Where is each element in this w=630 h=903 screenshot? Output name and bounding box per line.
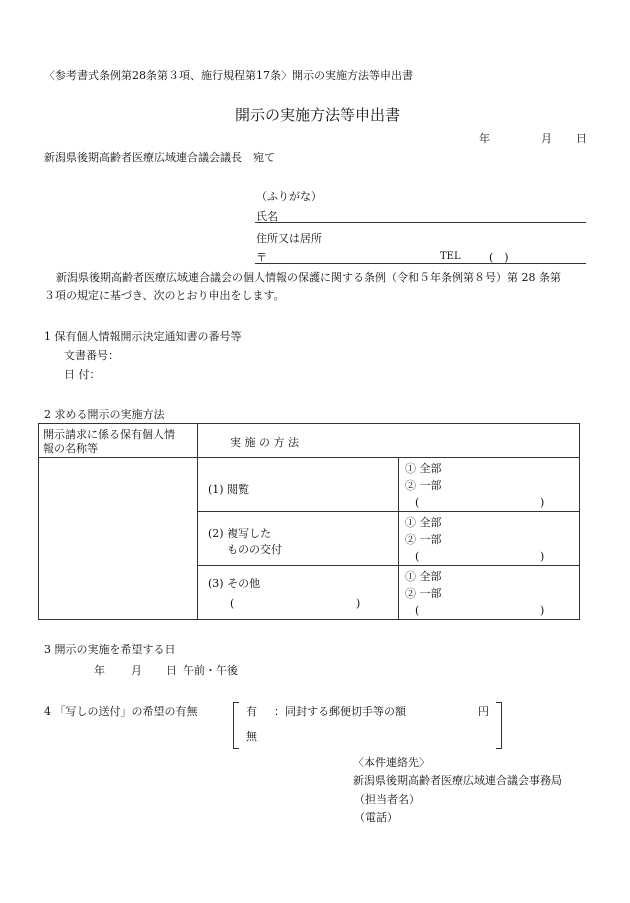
contact-person: （担当者名） bbox=[354, 793, 420, 806]
paren-open: ( bbox=[230, 597, 235, 610]
preferred-day: 日 bbox=[166, 664, 177, 677]
contact-office: 新潟県後期高齢者医療広域連合議会事務局 bbox=[353, 774, 562, 787]
page-title: 開示の実施方法等申出書 bbox=[235, 106, 401, 124]
option-yes[interactable]: 有 bbox=[246, 705, 257, 718]
section4-heading: 4 「写しの送付」の希望の有無 bbox=[44, 705, 198, 718]
table-header-method bbox=[198, 424, 580, 458]
am-pm-choice[interactable]: 午前・午後 bbox=[183, 664, 238, 677]
section3-heading: 3 開示の実施を希望する日 bbox=[44, 643, 176, 656]
option-all[interactable]: ① 全部 bbox=[405, 462, 442, 475]
header-text: 報の名称等 bbox=[43, 442, 98, 455]
paren-open: ( bbox=[415, 604, 420, 617]
bracket-right bbox=[496, 702, 502, 749]
name-label: 氏名 bbox=[256, 210, 278, 223]
section2-heading: 2 求める開示の実施方法 bbox=[44, 408, 165, 421]
disclosure-method-table bbox=[38, 423, 580, 620]
method-cell-copy bbox=[198, 512, 399, 566]
date-day: 日 bbox=[576, 132, 587, 145]
table-header-info-name bbox=[39, 424, 198, 458]
name-field-line[interactable] bbox=[255, 222, 586, 223]
yen-label: 円 bbox=[478, 705, 489, 718]
contact-heading: 〈本件連絡先〉 bbox=[353, 756, 430, 769]
options-cell bbox=[399, 458, 580, 512]
stamp-amount-label: ：同封する郵便切手等の額 bbox=[274, 705, 406, 718]
intro-line-2: ３項の規定に基づき、次のとおり申出をします。 bbox=[44, 289, 285, 302]
method-label: (1) 閲覧 bbox=[208, 483, 250, 496]
date-month: 月 bbox=[541, 132, 552, 145]
option-all[interactable]: ① 全部 bbox=[405, 570, 442, 583]
addressee: 新潟県後期高齢者医療広域連合議会議長 宛て bbox=[44, 151, 275, 164]
method-cell-view bbox=[198, 458, 399, 512]
tel-label: TEL bbox=[440, 251, 461, 262]
method-label: (3) その他 bbox=[208, 577, 261, 590]
bracket-left bbox=[233, 702, 239, 749]
option-partial[interactable]: ② 一部 bbox=[405, 533, 442, 546]
preferred-year: 年 bbox=[94, 664, 105, 677]
postal-mark: 〒 bbox=[256, 251, 267, 264]
header-note: 〈参考書式条例第28条第３項、施行規程第17条〉開示の実施方法等申出書 bbox=[44, 69, 413, 82]
method-label: (2) 複写した bbox=[208, 527, 272, 540]
furigana-label: （ふりがな） bbox=[256, 190, 322, 203]
doc-number-label: 文書番号： bbox=[64, 349, 119, 362]
options-cell bbox=[399, 566, 580, 620]
paren-close: ) bbox=[540, 550, 545, 563]
address-field-line[interactable] bbox=[255, 263, 586, 264]
paren-open: ( bbox=[415, 496, 420, 509]
table-row bbox=[39, 458, 580, 512]
method-label: ものの交付 bbox=[227, 543, 282, 556]
paren-close: ) bbox=[356, 597, 361, 610]
option-all[interactable]: ① 全部 bbox=[405, 516, 442, 529]
option-partial[interactable]: ② 一部 bbox=[405, 479, 442, 492]
paren-open: ( bbox=[415, 550, 420, 563]
paren-close: ) bbox=[540, 604, 545, 617]
paren-close: ) bbox=[540, 496, 545, 509]
header-text: 開示請求に係る保有個人情 bbox=[43, 428, 175, 441]
section1-heading: 1 保有個人情報開示決定通知書の番号等 bbox=[44, 330, 242, 343]
option-no[interactable]: 無 bbox=[246, 730, 257, 743]
address-label: 住所又は居所 bbox=[256, 232, 322, 245]
method-cell-other bbox=[198, 566, 399, 620]
header-text: 実 施 の 方 法 bbox=[230, 436, 299, 449]
preferred-month: 月 bbox=[131, 664, 142, 677]
info-name-cell[interactable] bbox=[39, 458, 198, 620]
tel-paren: ( ) bbox=[489, 251, 509, 264]
doc-date-label: 日 付： bbox=[64, 368, 101, 381]
date-year: 年 bbox=[479, 132, 490, 145]
option-partial[interactable]: ② 一部 bbox=[405, 587, 442, 600]
contact-phone: （電話） bbox=[354, 811, 398, 824]
intro-line-1: 新潟県後期高齢者医療広域連合議会の個人情報の保護に関する条例（令和５年条例第８号）第 28 条第 bbox=[56, 271, 561, 284]
options-cell bbox=[399, 512, 580, 566]
